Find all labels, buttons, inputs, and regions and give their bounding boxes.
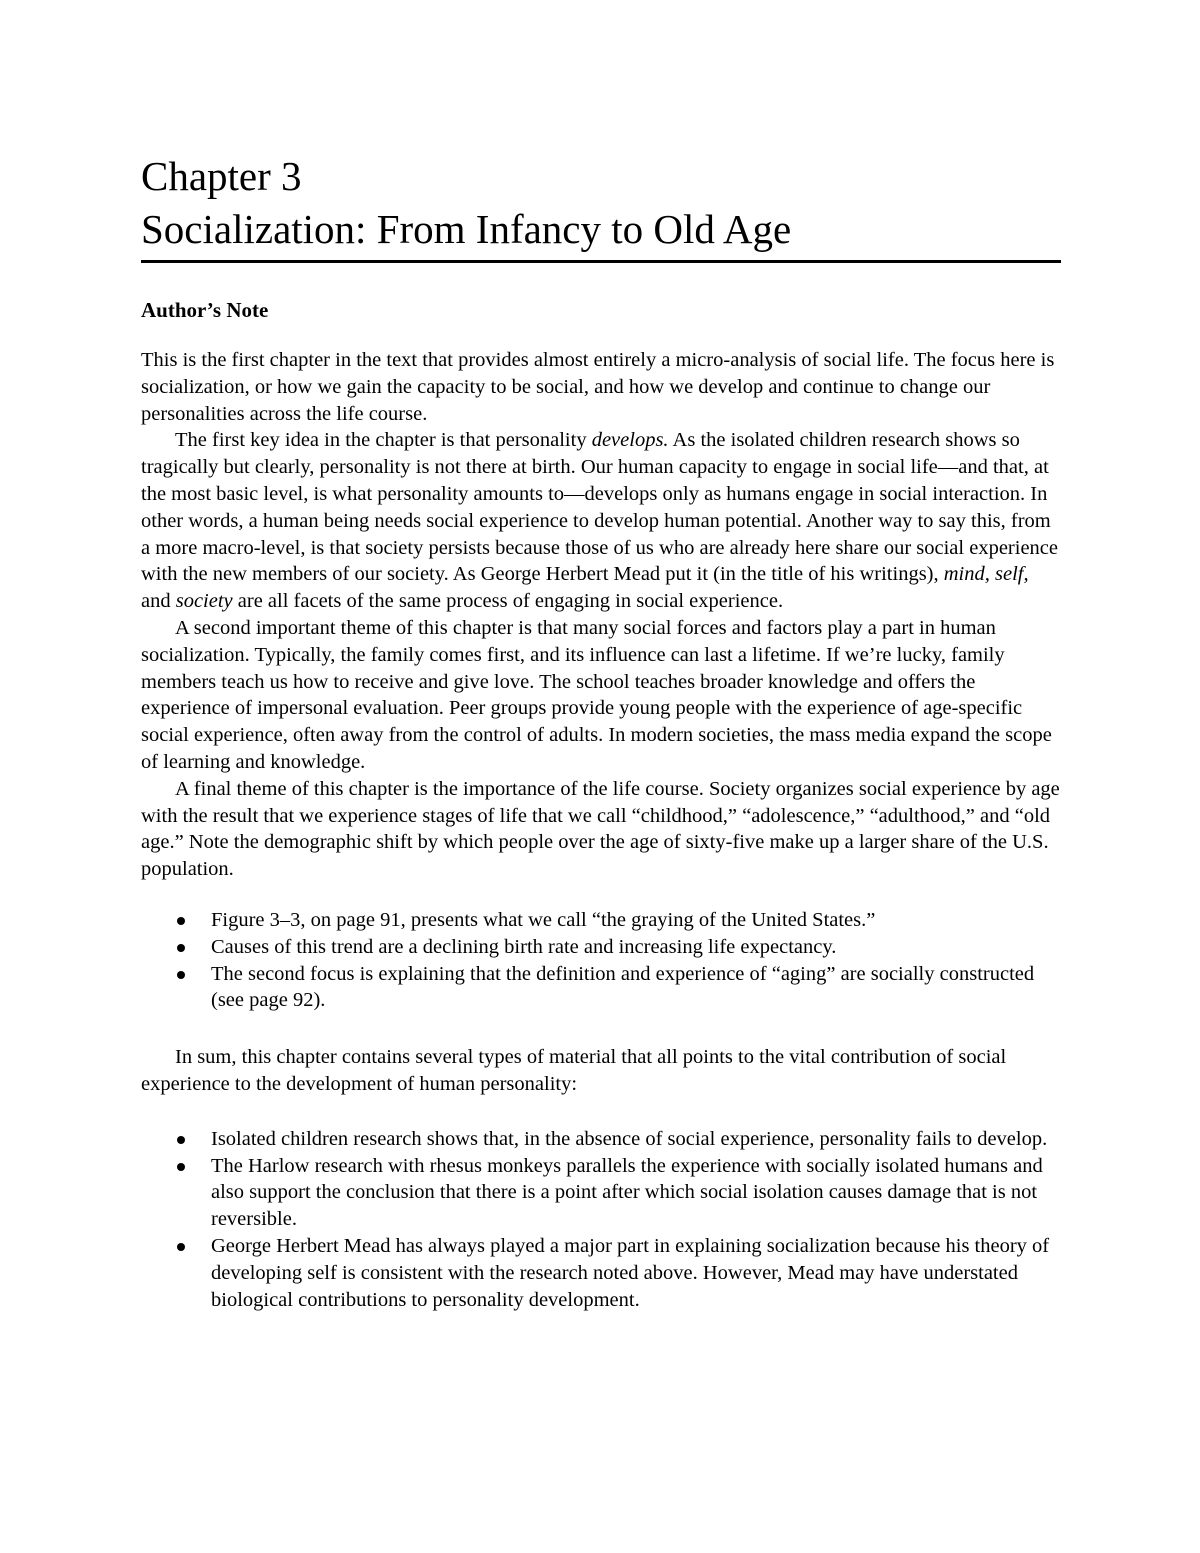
intro-paragraph-3: A second important theme of this chapter is that many social forces and factors play a part in human socialization. Typically, the family comes first, and its influence can last a lifetime. If we’re lucky, family members teach us how to receive and give love. The school teaches broader knowledge and offers the experience of impersonal evaluation. Peer groups provide young people with the experience of age-specific social experience, often away from the control of adults. In modern societies, the mass media expand the scope of learning and knowledge. <box>141 616 1052 773</box>
p2-emphasis-develops: develops. <box>591 429 669 452</box>
bullet-icon <box>177 917 185 925</box>
list-item-text: Causes of this trend are a declining birth rate and increasing life expectancy. <box>211 935 837 958</box>
list-item <box>141 1233 1061 1313</box>
list-item-text: Figure 3–3, on page 91, presents what we call “the graying of the United States.” <box>211 908 876 931</box>
bullet-list-aging <box>141 907 1061 1014</box>
section-heading: Author’s Note <box>141 298 269 322</box>
p2-text-c: and <box>141 590 176 613</box>
intro-paragraph-1: This is the first chapter in the text that provides almost entirely a micro-analysis of social life. The focus here is socialization, or how we gain the capacity to be social, and how we develop and continue to change our personalities across the life course. <box>141 349 1055 425</box>
list-item <box>141 1153 1061 1233</box>
intro-paragraph-2 <box>141 427 1061 615</box>
document-page <box>141 150 1061 1313</box>
bullet-icon <box>177 1243 185 1251</box>
list-item-text: Isolated children research shows that, in the absence of social experience, personality fails to develop. <box>211 1127 1048 1150</box>
p2-emphasis-society: society <box>175 590 233 613</box>
bullet-icon <box>177 1136 185 1144</box>
list-item <box>141 934 1061 961</box>
list-item-text: The second focus is explaining that the definition and experience of “aging” are socially constructed (see page 92). <box>211 962 1035 1012</box>
bullet-list-summary <box>141 1126 1061 1314</box>
bullet-icon <box>177 944 185 952</box>
list-item-text: The Harlow research with rhesus monkeys parallels the experience with socially isolated humans and also support the conclusion that there is a point after which social isolation causes damage that is not reversible. <box>211 1154 1043 1231</box>
summary-paragraph: In sum, this chapter contains several types of material that all points to the vital contribution of social experience to the development of human personality: <box>141 1046 1007 1095</box>
p2-text-d: are all facets of the same process of engaging in social experience. <box>232 590 784 613</box>
bullet-icon <box>177 971 185 979</box>
chapter-name: Socialization: From Infancy to Old Age <box>141 206 792 252</box>
p2-text-a: The first key idea in the chapter is that personality <box>175 429 592 452</box>
list-item-text: George Herbert Mead has always played a major part in explaining socialization because his theory of developing self is consistent with the research noted above. However, Mead may have understated biological contributions to personality development. <box>211 1234 1050 1311</box>
list-item <box>141 961 1061 1015</box>
p2-text-b: As the isolated children research shows so tragically but clearly, personality is not there at birth. Our human capacity to engage in social life—and that, at the most basic level, is what personality amounts to—develops only as humans engage in social interaction. In other words, a human being needs social experience to develop human potential. Another way to say this, from a more macro-level, is that society persists because those of us who are already here share our social experience with the new members of our society. As George Herbert Mead put it (in the title of his writings), <box>141 429 1058 586</box>
bullet-icon <box>177 1163 185 1171</box>
list-item <box>141 1126 1061 1153</box>
list-item <box>141 907 1061 934</box>
chapter-number: Chapter 3 <box>141 153 302 199</box>
p2-emphasis-mind-self: mind, self, <box>943 563 1029 586</box>
chapter-title <box>141 150 1061 263</box>
intro-paragraph-4: A final theme of this chapter is the importance of the life course. Society organizes social experience by age with the result that we experience stages of life that we call “childhood,” “adolescence,” “adulthood,” and “old age.” Note the demographic shift by which people over the age of sixty-five make up a larger share of the U.S. population. <box>141 777 1060 881</box>
